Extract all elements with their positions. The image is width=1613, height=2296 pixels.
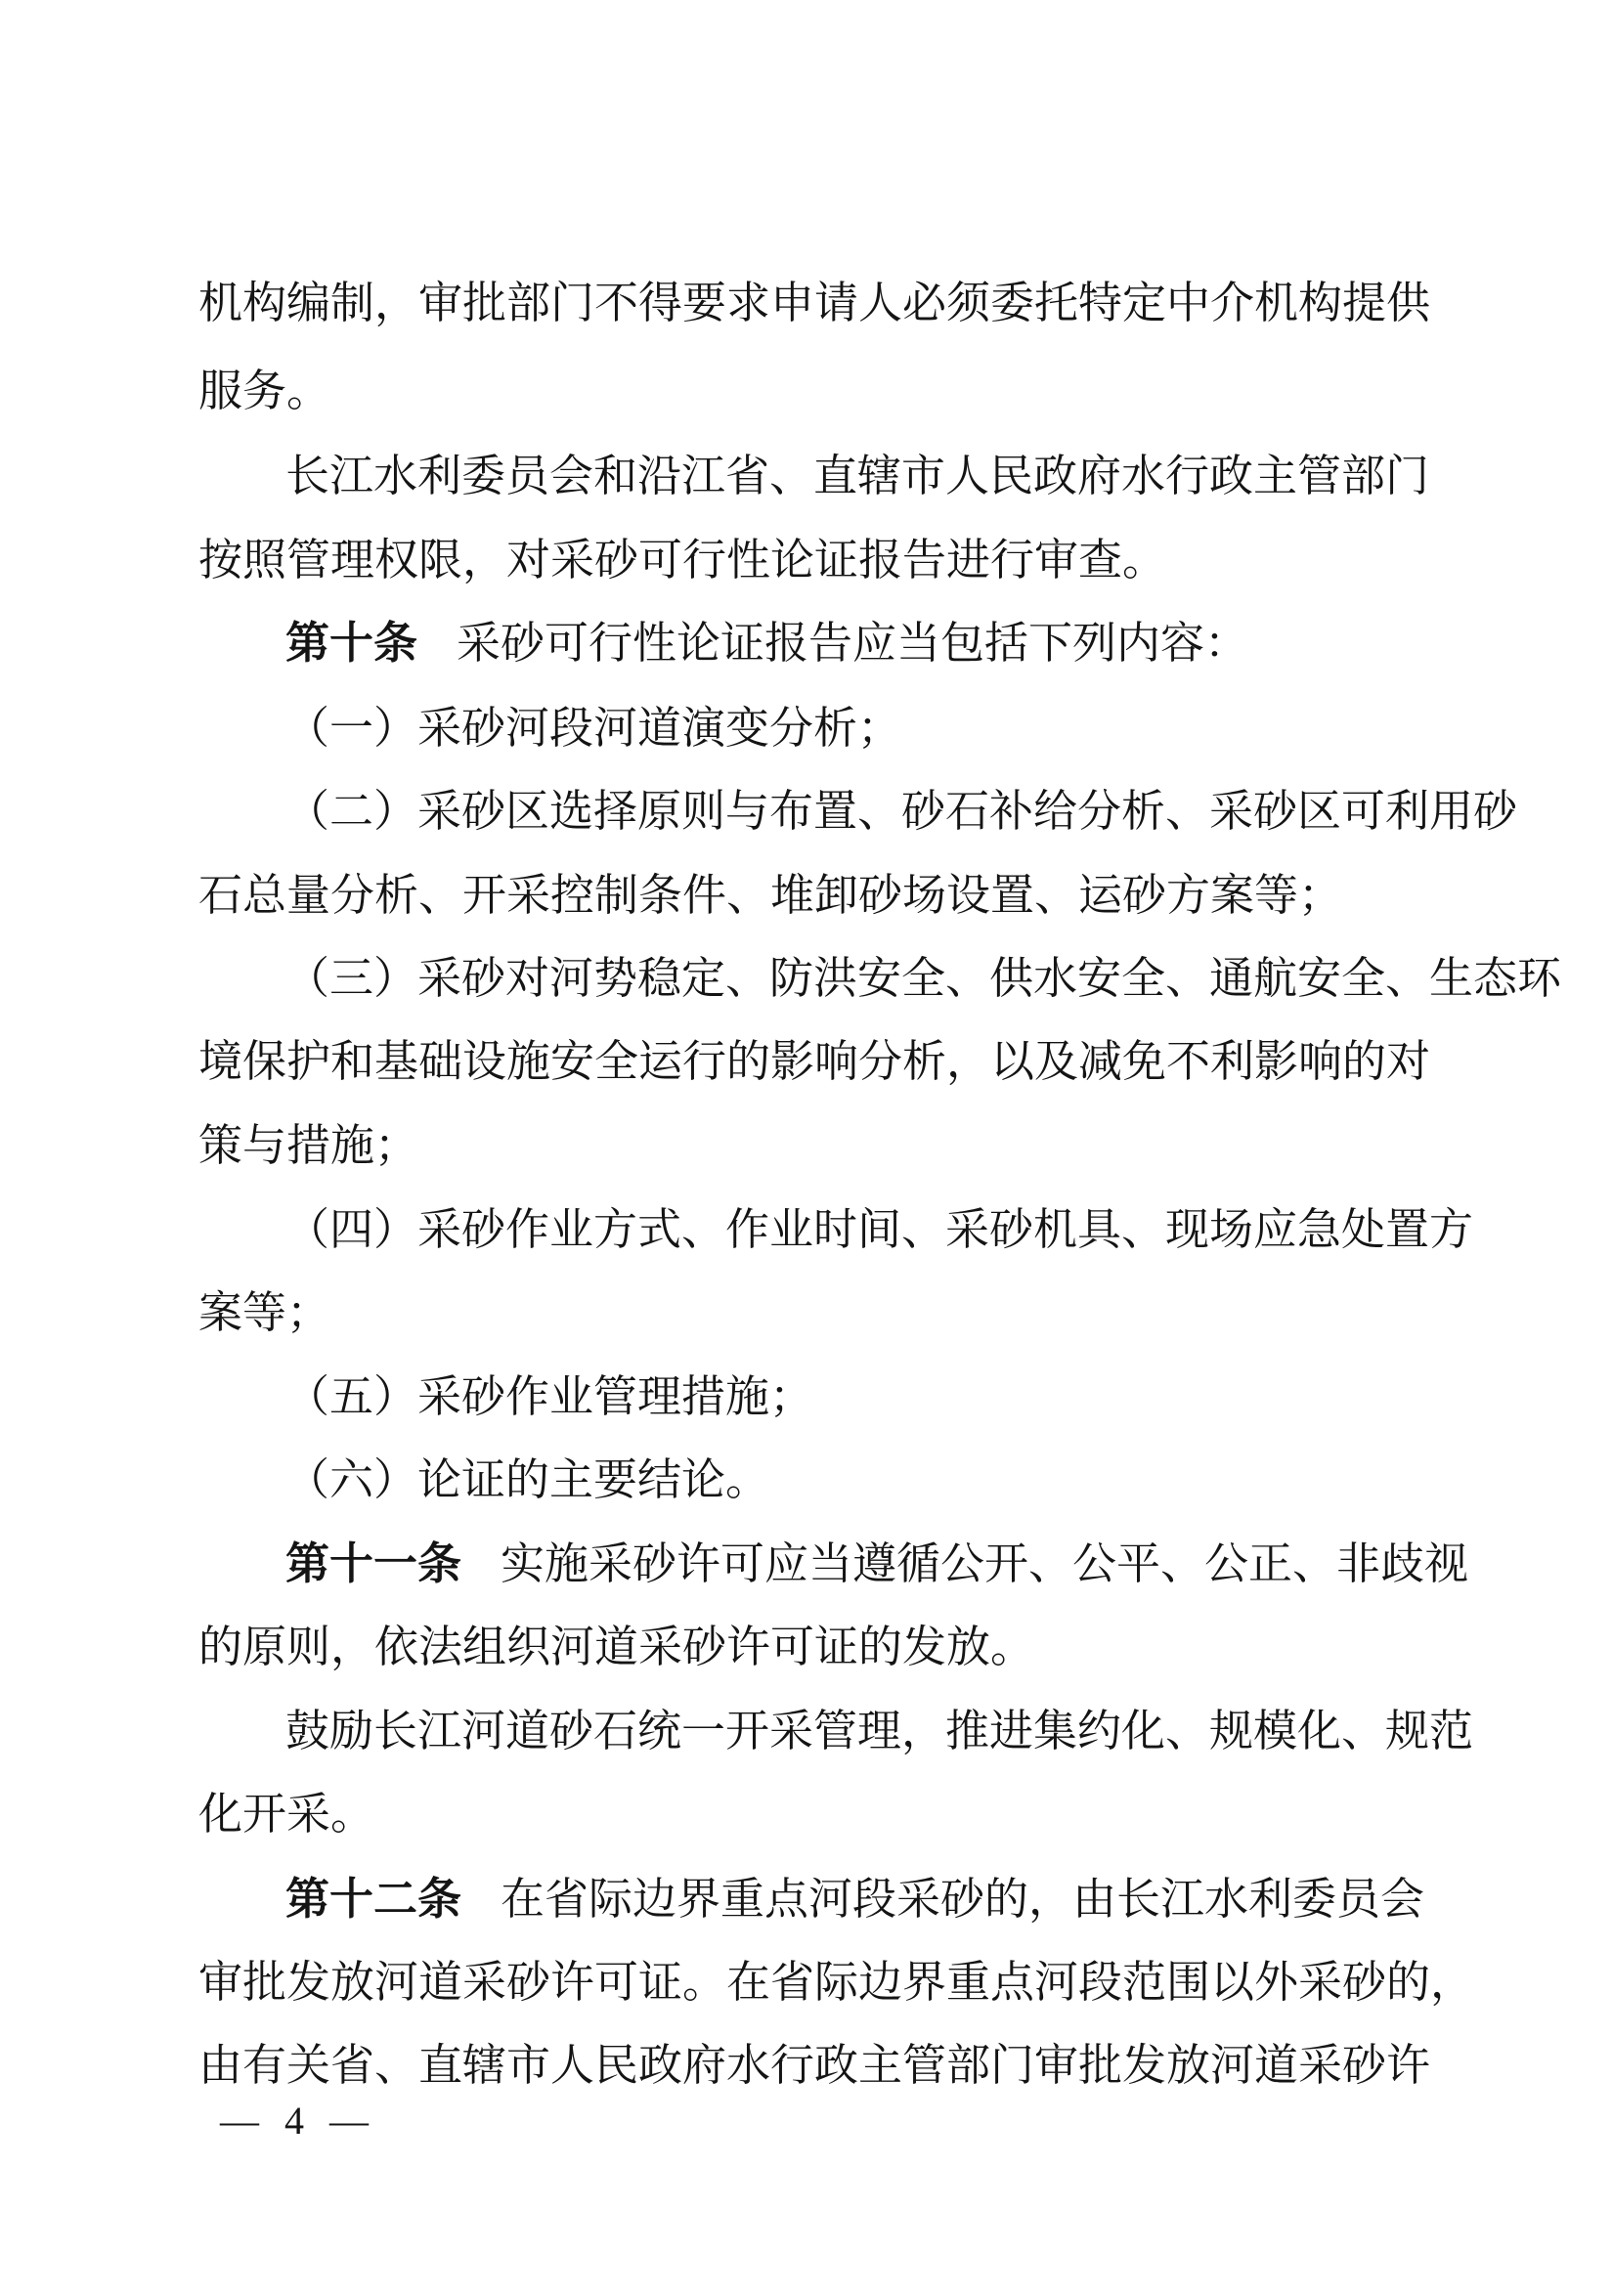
article-text: 实施采砂许可应当遵循公开、公平、公正、非歧视	[501, 1538, 1469, 1589]
article-12-line	[285, 1870, 1425, 1928]
list-item: （二）采砂区选择原则与布置、砂石补给分析、采砂区可利用砂	[285, 785, 1518, 837]
paragraph-line: 的原则，依法组织河道采砂许可证的发放。	[198, 1621, 1035, 1672]
article-text: 采砂可行性论证报告应当包括下列内容：	[457, 617, 1249, 669]
page-number: — 4 —	[220, 2099, 376, 2143]
paragraph-line: 服务。	[198, 365, 331, 416]
article-heading: 第十二条	[285, 1873, 462, 1925]
paragraph-line: 审批发放河道采砂许可证。在省际边界重点河段范围以外采砂的，	[198, 1956, 1475, 2008]
paragraph-line: 由有关省、直辖市人民政府水行政主管部门审批发放河道采砂许	[198, 2039, 1431, 2091]
paragraph-line: 鼓励长江河道砂石统一开采管理，推进集约化、规模化、规范	[285, 1705, 1474, 1756]
paragraph-line: 按照管理权限，对采砂可行性论证报告进行审查。	[198, 534, 1167, 585]
list-item-continuation: 案等；	[198, 1286, 331, 1338]
list-item: （三）采砂对河势稳定、防洪安全、供水安全、通航安全、生态环	[285, 952, 1562, 1004]
article-10-line	[285, 614, 1391, 672]
article-heading: 第十一条	[285, 1538, 462, 1589]
paragraph-line: 机构编制，审批部门不得要求申请人必须委托特定中介机构提供	[198, 277, 1431, 328]
paragraph-line: 化开采。	[198, 1788, 375, 1840]
list-item-continuation: 策与措施；	[198, 1119, 419, 1171]
list-item: （一）采砂河段河道演变分析；	[285, 702, 902, 754]
list-item: （四）采砂作业方式、作业时间、采砂机具、现场应急处置方	[285, 1203, 1474, 1255]
list-item: （五）采砂作业管理措施；	[285, 1370, 814, 1422]
article-11-line	[285, 1535, 1469, 1593]
list-item-continuation: 境保护和基础设施安全运行的影响分析，以及减免不利影响的对	[198, 1035, 1431, 1087]
article-text: 在省际边界重点河段采砂的，由长江水利委员会	[501, 1873, 1425, 1925]
article-heading: 第十条	[285, 617, 418, 669]
list-item: （六）论证的主要结论。	[285, 1453, 770, 1505]
paragraph-line: 长江水利委员会和沿江省、直辖市人民政府水行政主管部门	[285, 450, 1430, 501]
list-item-continuation: 石总量分析、开采控制条件、堆卸砂场设置、运砂方案等；	[198, 869, 1343, 921]
